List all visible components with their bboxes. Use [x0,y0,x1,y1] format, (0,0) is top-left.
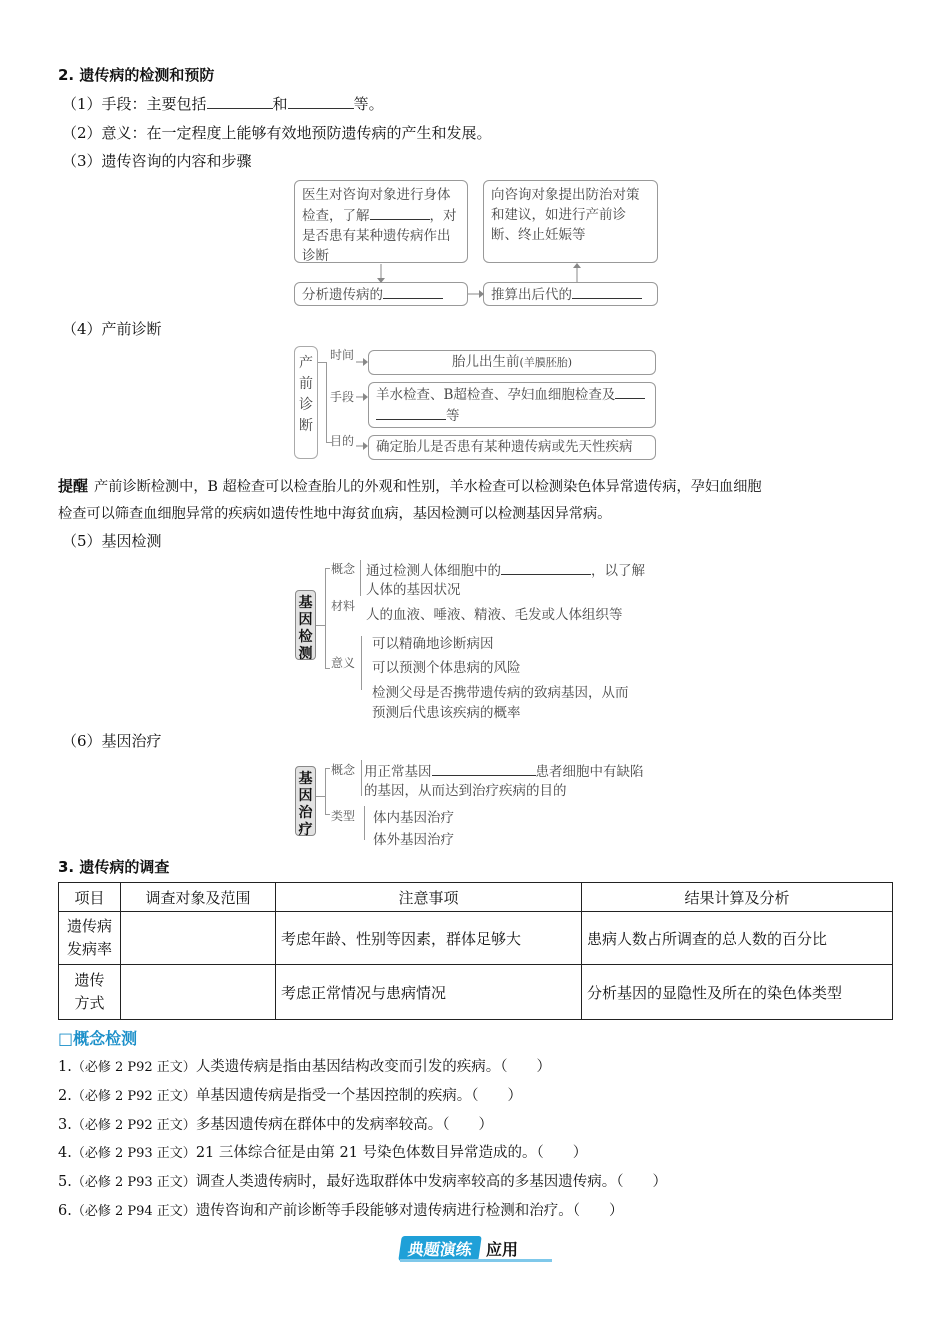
connector [316,796,325,797]
table-header: 注意事项 [276,883,582,912]
table-cell: 考虑年龄、性别等因素，群体足够大 [276,912,582,965]
banner-label: 典题演练 [398,1236,482,1261]
gene-test-meaning-2: 可以预测个体患病的风险 [372,660,521,676]
prenatal-arrows [326,352,370,452]
list-item: 3.（必修 2 P92 正文）多基因遗传病在群体中的发病率较高。（ ） [58,1117,494,1133]
table-row [59,965,893,1020]
paragraph-gene-therapy: （6）基因治疗 [62,732,162,750]
paragraph-prenatal: （4）产前诊断 [62,320,162,338]
list-item: 6.（必修 2 P94 正文）遗传咨询和产前诊断等手段能够对遗传病进行检测和治疗。（ ） [58,1203,624,1219]
gene-test-concept-line1: 通过检测人体细胞中的 ，以了解 [366,559,645,579]
gene-test-meaning-3b: 预测后代患该疾病的概率 [372,705,521,721]
gene-therapy-type-1: 体内基因治疗 [373,810,454,826]
list-item: 5.（必修 2 P93 正文）调查人类遗传病时，最好选取群体中发病率较高的多基因遗传病。（ ） [58,1174,668,1190]
gene-therapy-concept-line2: 的基因，从而达到治疗疾病的目的 [364,783,567,799]
tip-line-2: 检查可以筛查血细胞异常的疾病如遗传性地中海贫血病，基因检测可以检测基因异常病。 [58,506,612,522]
flow-arrows [290,260,670,290]
practice-banner [400,1236,518,1261]
table-cell: 患病人数占所调查的总人数的百分比 [582,912,893,965]
connector [318,362,326,363]
flow-step-advice: 向咨询对象提出防治对策和建议，如进行产前诊断、终止妊娠等 [483,180,658,263]
flow-step-analyze: 分析遗传病的 [294,282,468,306]
connector [325,568,326,668]
prenatal-goal-box: 确定胎儿是否患有某种遗传病或先天性疾病 [368,435,656,460]
table-cell: 遗传 方式 [59,965,121,1020]
survey-table [58,882,893,1020]
prenatal-means-label: 手段 [330,390,355,404]
table-header: 结果计算及分析 [582,883,893,912]
table-cell [121,965,276,1020]
table-cell [121,912,276,965]
banner-underline [400,1259,552,1262]
gene-test-title: 基 因 检 测 [295,590,316,660]
concept-check-title: □概念检测 [58,1029,138,1048]
list-item: 2.（必修 2 P92 正文）单基因遗传病是指受一个基因控制的疾病。（ ） [58,1088,523,1104]
list-item: 1.（必修 2 P92 正文）人类遗传病是指由基因结构改变而引发的疾病。（ ） [58,1059,552,1075]
connector [316,625,325,626]
gene-test-material: 人的血液、唾液、精液、毛发或人体组织等 [366,607,623,623]
paragraph-significance: （2）意义：在一定程度上能够有效地预防遗传病的产生和发展。 [62,124,492,142]
gene-test-material-label: 材料 [331,599,356,613]
connector [364,806,365,840]
table-row [59,912,893,965]
flow-step-exam: 医生对咨询对象进行身体检查，了解 ，对是否患有某种遗传病作出诊断 [294,180,468,263]
gene-test-concept-line2: 人体的基因状况 [366,582,461,598]
table-cell: 分析基因的显隐性及所在的染色体类型 [582,965,893,1020]
section2-title: 2. 遗传病的检测和预防 [58,66,215,84]
gene-test-concept-label: 概念 [331,562,356,576]
gene-therapy-title: 基 因 治 疗 [295,766,316,836]
tip-line-1: 提醒 产前诊断检测中，B 超检查可以检查胎儿的外观和性别，羊水检查可以检测染色体异常遗传病，孕妇血细胞 [58,477,762,495]
prenatal-means-box: 羊水检查、B超检查、孕妇血细胞检查及 等 [368,382,656,428]
paragraph-means: （1）手段：主要包括 和 等。 [62,95,384,113]
prenatal-goal-label: 目的 [330,434,355,448]
table-cell: 考虑正常情况与患病情况 [276,965,582,1020]
connector [361,760,362,796]
table-header: 调查对象及范围 [121,883,276,912]
tip-label: 提醒 [58,477,89,495]
flow-arrow-right [466,288,486,300]
section3-title: 3. 遗传病的调查 [58,858,170,876]
flow-step-estimate: 推算出后代的 [483,282,658,306]
connector [325,768,330,769]
connector [360,560,361,596]
gene-therapy-type-label: 类型 [331,809,356,823]
paragraph-counseling: （3）遗传咨询的内容和步骤 [62,152,252,170]
table-cell: 遗传病 发病率 [59,912,121,965]
gene-therapy-concept-label: 概念 [331,763,356,777]
connector [325,568,330,569]
paragraph-gene-test: （5）基因检测 [62,532,162,550]
connector [325,668,330,669]
gene-therapy-concept-line1: 用正常基因 患者细胞中有缺陷 [364,760,644,780]
table-header: 项目 [59,883,121,912]
gene-test-meaning-1: 可以精确地诊断病因 [372,636,494,652]
gene-test-meaning-label: 意义 [331,656,356,670]
list-item: 4.（必修 2 P93 正文）21 三体综合征是由第 21 号染色体数目异常造成的。（ ） [58,1145,588,1161]
prenatal-side-label: 产 前 诊 断 [294,346,318,459]
banner-suffix: 应用 [486,1240,519,1259]
connector [361,636,362,690]
connector [325,768,326,814]
gene-therapy-type-2: 体外基因治疗 [373,832,454,848]
table-header-row [59,883,893,912]
prenatal-time-label: 时间 [330,348,355,362]
prenatal-time-box: 胎儿出生前(羊膜胚胎) [368,350,656,375]
gene-test-meaning-3a: 检测父母是否携带遗传病的致病基因，从而 [372,685,629,701]
connector [325,814,330,815]
